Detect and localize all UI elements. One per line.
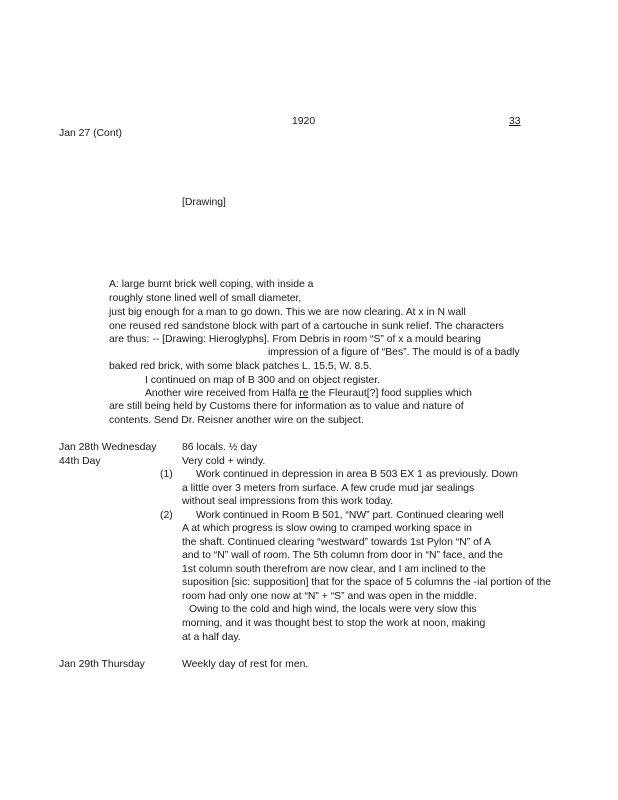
item-line: and to “N” wall of room. The 5th column from door in “N” face, and the [182,550,503,561]
entry-line: are still being held by Customs there for information as to value and nature of [109,401,464,412]
entry-line: are thus: -- [Drawing: Hieroglyphs]. From Debris in room “S” of x a mould bearing [109,334,481,345]
item-line: room had only one now at “N” + “S” and was open in the middle. [182,591,477,602]
wire-line [145,387,472,400]
item-line: a little over 3 meters from surface. A few crude mud jar sealings [182,483,475,494]
item-line: suposition [sic: supposition] that for the space of 5 columns the -ial portion of the [182,577,552,588]
entry-line: baked red brick, with some black patches L. 15.5, W. 8.5. [109,361,372,372]
item-number: (2) [160,510,173,521]
locals-count: 86 locals. ½ day [182,442,258,453]
date-jan29: Jan 29th Thursday [59,659,145,670]
entry-line: I continued on map of B 300 and on object register. [145,375,381,386]
entry-line: one reused red sandstone block with part of a cartouche in sunk relief. The characters [109,321,504,332]
rest-day-note: Weekly day of rest for men. [182,659,309,670]
day-count: 44th Day [59,456,101,467]
page-number: 33 [509,116,521,127]
item-number: (1) [160,469,173,480]
entry-line: impression of a figure of “Bes”. The mould is of a badly [268,347,520,358]
date-jan28: Jan 28th Wednesday [59,442,157,453]
wire-line-re: re [299,388,309,399]
year-heading: 1920 [292,116,316,127]
item-line: the shaft. Continued clearing “westward” towards 1st Pylon “N” of A [182,537,491,548]
drawing-placeholder: [Drawing] [182,197,226,208]
wire-line-after: the Fleuraut[?] food supplies which [308,388,472,399]
item-line: A at which progress is slow owing to cramped working space in [182,523,472,534]
wire-line-before: Another wire received from Halfa [145,388,300,399]
item-line: Work continued in Room B 501, “NW” part. Continued clearing well [196,510,504,521]
item-line: at a half day. [182,632,241,643]
entry-line: just big enough for a man to go down. This we are now clearing. At x in N wall [109,307,466,318]
item-line: Owing to the cold and high wind, the locals were very slow this [189,604,477,615]
entry-line: roughly stone lined well of small diameter, [109,293,302,304]
item-line: morning, and it was thought best to stop the work at noon, making [182,618,486,629]
entry-line: contents. Send Dr. Reisner another wire on the subject. [109,415,364,426]
item-line: without seal impressions from this work today. [182,496,394,507]
item-line: Work continued in depression in area B 503 EX 1 as previously. Down [196,469,518,480]
date-continued: Jan 27 (Cont) [59,128,122,139]
item-line: 1st column south therefrom are now clear, and I am inclined to the [182,564,486,575]
entry-line: A: large burnt brick well coping, with inside a [109,279,314,290]
weather-note: Very cold + windy. [182,456,266,467]
